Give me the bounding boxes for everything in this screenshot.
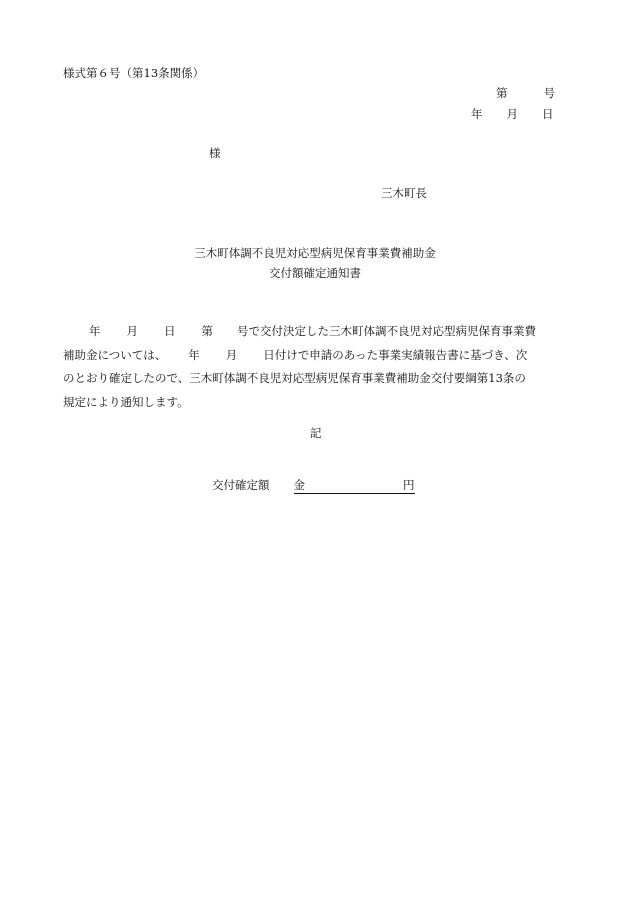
ki-heading: 記 bbox=[310, 426, 322, 440]
body-line-1: 年 月 日 第 号で交付決定した三木町体調不良児対応型病児保育事業費 bbox=[89, 324, 536, 338]
en-label: 円 bbox=[403, 478, 415, 492]
body-line-4: 規定により通知します。 bbox=[63, 394, 189, 409]
sender-mayor: 三木町長 bbox=[381, 186, 427, 200]
month-label: 月 bbox=[506, 107, 518, 121]
go-label: 号 bbox=[543, 86, 555, 100]
confirmed-amount bbox=[212, 478, 415, 492]
kin-label: 金 bbox=[293, 478, 305, 492]
amount-label: 交付確定額 bbox=[212, 478, 270, 492]
title-line-2: 交付額確定通知書 bbox=[269, 266, 361, 280]
body-line-2: 補助金については、 年 月 日付けで申請のあった事業実績報告書に基づき、次 bbox=[63, 347, 528, 362]
year-label: 年 bbox=[471, 107, 483, 121]
document-number bbox=[496, 86, 555, 100]
body-line-3: のとおり確定したので、三木町体調不良児対応型病児保育事業費補助金交付要綱第13条の bbox=[63, 371, 526, 385]
notice-body bbox=[63, 320, 569, 414]
form-label: 様式第６号（第13条関係） bbox=[63, 66, 205, 80]
title-line-1: 三木町体調不良児対応型病児保育事業費補助金 bbox=[194, 246, 436, 260]
addressee-suffix: 様 bbox=[209, 146, 221, 160]
amount-field bbox=[294, 478, 415, 494]
dai-label: 第 bbox=[496, 86, 508, 100]
day-label: 日 bbox=[542, 107, 554, 121]
issue-date bbox=[471, 107, 554, 121]
